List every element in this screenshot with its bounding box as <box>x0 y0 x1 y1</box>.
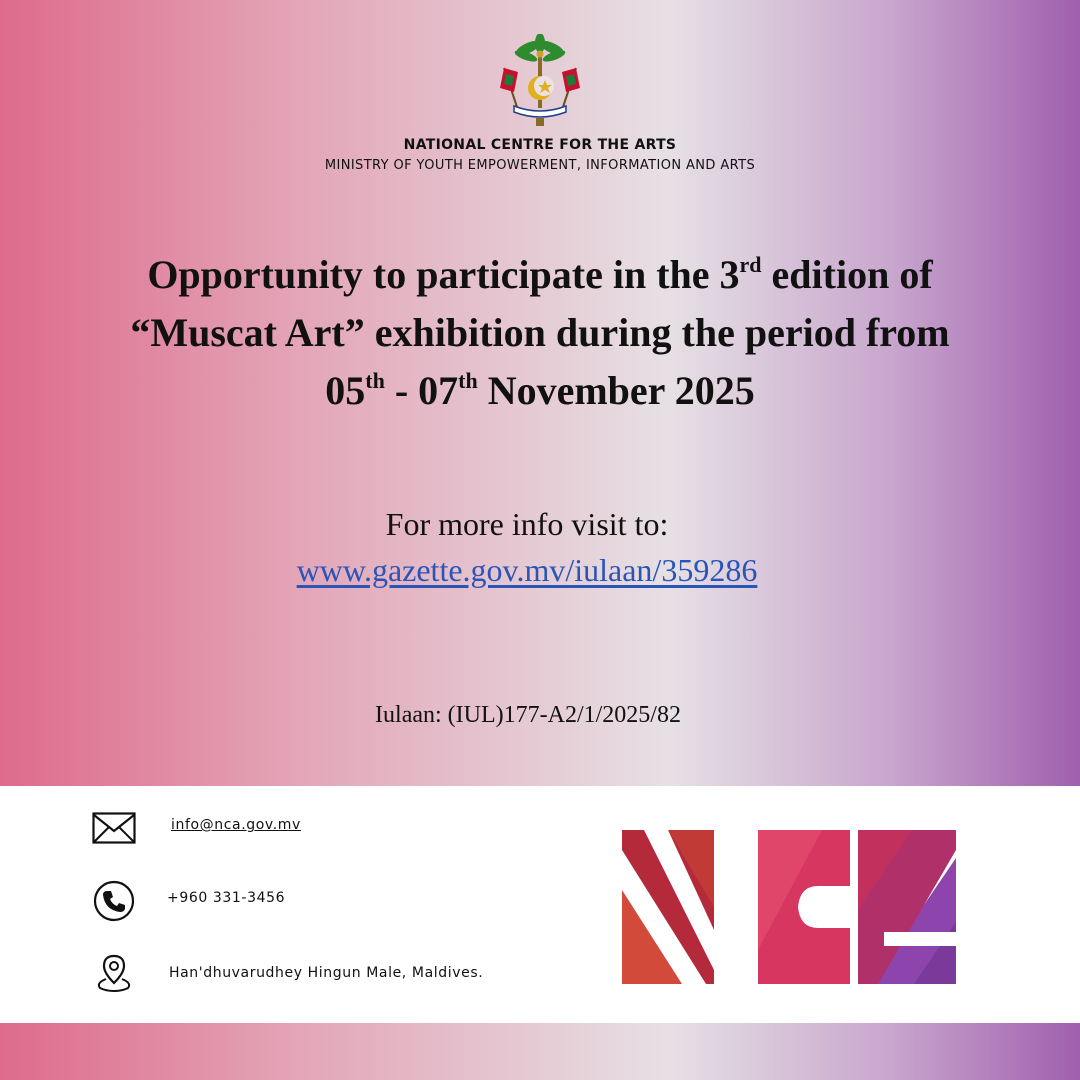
ministry-name: MINISTRY OF YOUTH EMPOWERMENT, INFORMATION AND ARTS <box>324 158 756 173</box>
more-info-label: For more info visit to: <box>385 506 669 542</box>
headline-line-2: “Muscat Art” exhibition during the period from <box>130 310 950 355</box>
nca-logo <box>622 830 956 984</box>
phone-icon <box>93 880 135 922</box>
iulaan-reference: Iulaan: (IUL)177-A2/1/2025/82 <box>375 702 681 728</box>
state-emblem-icon <box>490 34 590 130</box>
headline-line-3: 05th - 07th November 2025 <box>325 368 755 413</box>
contact-address: Han'dhuvarudhey Hingun Male, Maldives. <box>169 965 484 981</box>
organization-name: NATIONAL CENTRE FOR THE ARTS <box>403 137 677 153</box>
announcement-headline <box>40 246 1040 420</box>
headline-line-1: Opportunity to participate in the 3rd edition of <box>147 252 933 297</box>
contact-phone: +960 331-3456 <box>167 890 286 906</box>
footer-gradient-strip <box>0 1023 1080 1080</box>
gazette-link[interactable]: www.gazette.gov.mv/iulaan/359286 <box>296 552 758 588</box>
envelope-icon <box>92 812 136 844</box>
contact-email[interactable]: info@nca.gov.mv <box>171 817 301 833</box>
location-pin-icon <box>94 953 134 993</box>
